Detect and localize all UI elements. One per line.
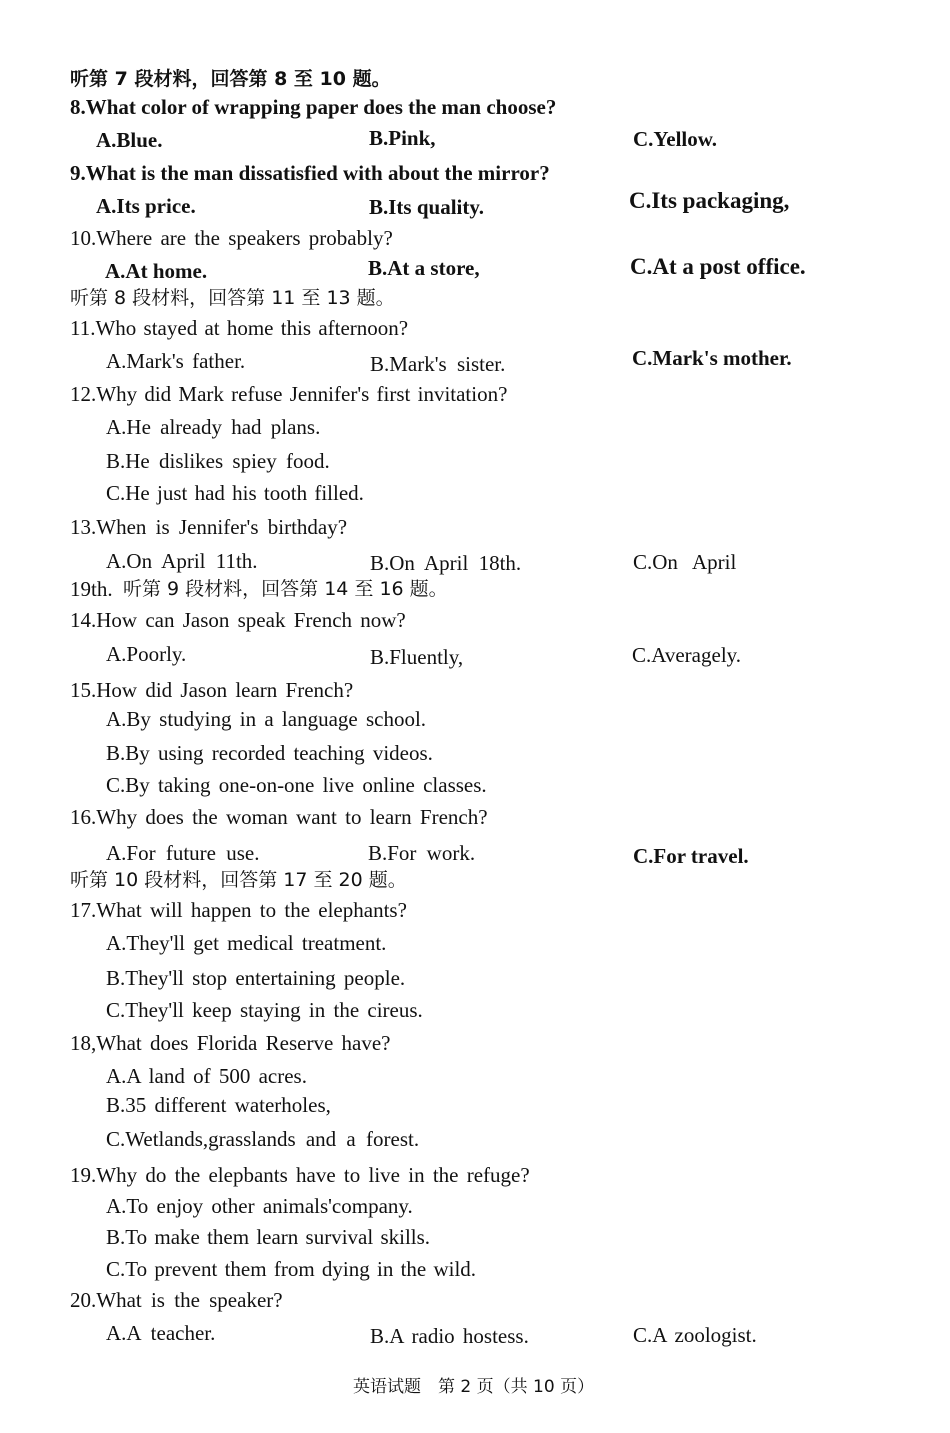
q8-option-b: B.Pink,	[369, 126, 436, 150]
q14-option-c: C.Averagely.	[632, 643, 742, 667]
q10-option-a: A.At home.	[105, 259, 208, 283]
question-20: 20.What is the speaker?	[70, 1288, 283, 1312]
q11-option-a: A.Mark's father.	[106, 349, 246, 373]
q14-option-b: B.Fluently,	[370, 645, 464, 669]
question-17: 17.What will happen to the elephants?	[70, 898, 407, 922]
q13-option-c-continued: 19th.	[70, 577, 113, 601]
section-10-header: 听第 10 段材料，回答第 17 至 20 题。	[70, 869, 407, 891]
q12-option-a: A.He already had plans.	[106, 415, 321, 439]
q12-option-c: C.He just had his tooth filled.	[106, 481, 364, 505]
q9-option-c: C.Its packaging,	[629, 188, 790, 213]
q16-option-b: B.For work.	[368, 841, 476, 865]
question-15: 15.How did Jason learn French?	[70, 678, 354, 702]
question-12: 12.Why did Mark refuse Jennifer's first invitation?	[70, 382, 508, 406]
question-8: 8.What color of wrapping paper does the man choose?	[70, 95, 557, 119]
q11-option-b: B.Mark's sister.	[370, 352, 506, 376]
question-10: 10.Where are the speakers probably?	[70, 226, 393, 250]
q8-option-a: A.Blue.	[96, 128, 163, 152]
q13-option-b: B.On April 18th.	[370, 551, 522, 575]
q17-option-a: A.They'll get medical treatment.	[106, 931, 387, 955]
page-footer: 英语试题 第 2 页（共 10 页）	[353, 1377, 595, 1397]
q16-option-c: C.For travel.	[633, 844, 749, 868]
q19-option-a: A.To enjoy other animals'company.	[106, 1194, 413, 1218]
q9-option-b: B.Its quality.	[369, 195, 484, 219]
q15-option-a: A.By studying in a language school.	[106, 707, 427, 731]
q20-option-a: A.A teacher.	[106, 1321, 216, 1345]
question-13: 13.When is Jennifer's birthday?	[70, 515, 348, 539]
section-7-header: 听第 7 段材料，回答第 8 至 10 题。	[70, 68, 391, 90]
q16-option-a: A.For future use.	[106, 841, 260, 865]
q10-option-b: B.At a store,	[368, 256, 480, 280]
q8-option-c: C.Yellow.	[633, 127, 717, 151]
q15-option-b: B.By using recorded teaching videos.	[106, 741, 433, 765]
q20-option-c: C.A zoologist.	[633, 1323, 757, 1347]
q11-option-c: C.Mark's mother.	[632, 346, 792, 370]
question-16: 16.Why does the woman want to learn French?	[70, 805, 488, 829]
q9-option-a: A.Its price.	[96, 194, 196, 218]
question-9: 9.What is the man dissatisfied with about the mirror?	[70, 161, 550, 185]
q13-option-c: C.On April	[633, 550, 737, 574]
question-19: 19.Why do the elepbants have to live in the refuge?	[70, 1163, 530, 1187]
q17-option-b: B.They'll stop entertaining people.	[106, 966, 406, 990]
q20-option-b: B.A radio hostess.	[370, 1324, 529, 1348]
section-8-header: 听第 8 段材料，回答第 11 至 13 题。	[70, 287, 395, 309]
q10-option-c: C.At a post office.	[630, 254, 806, 279]
q18-option-b: B.35 different waterholes,	[106, 1093, 331, 1117]
q14-option-a: A.Poorly.	[106, 642, 187, 666]
question-18: 18,What does Florida Reserve have?	[70, 1031, 391, 1055]
q13-option-a: A.On April 11th.	[106, 549, 258, 573]
q18-option-a: A.A land of 500 acres.	[106, 1064, 307, 1088]
q12-option-b: B.He dislikes spiey food.	[106, 449, 330, 473]
q15-option-c: C.By taking one-on-one live online classes.	[106, 773, 487, 797]
q19-option-b: B.To make them learn survival skills.	[106, 1225, 431, 1249]
q19-option-c: C.To prevent them from dying in the wild.	[106, 1257, 477, 1281]
question-14: 14.How can Jason speak French now?	[70, 608, 406, 632]
section-9-header: 听第 9 段材料，回答第 14 至 16 题。	[123, 578, 448, 600]
q17-option-c: C.They'll keep staying in the cireus.	[106, 998, 423, 1022]
question-11: 11.Who stayed at home this afternoon?	[70, 316, 409, 340]
q18-option-c: C.Wetlands,grasslands and a forest.	[106, 1127, 420, 1151]
